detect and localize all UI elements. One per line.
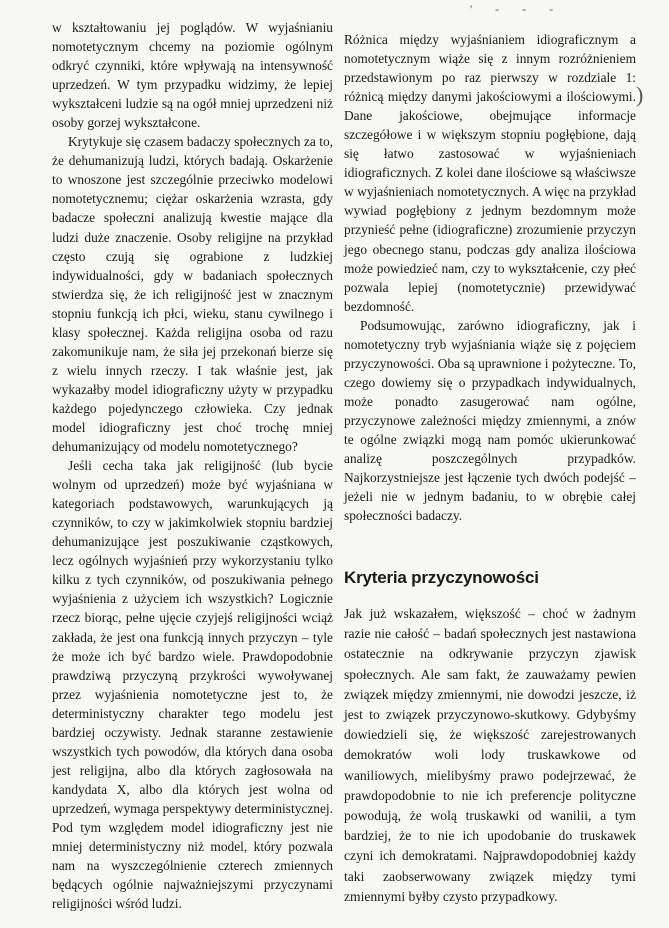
paragraph: Jeśli cecha taka jak religijność (lub bycie wolnym od uprzedzeń) może być wyjaśniana w kategoriach podstawowych, warunkujących ją czynników, to czy w jakimkolwiek stopniu bardziej dehumanizujące jest poszukiwanie cząstkowych, lecz ogólnych wyjaśnień przy wykorzystaniu tylko kilku z tych czynników, od poszukiwania pełnego wyjaśnienia z użyciem ich wszystkich? Logicznie rzecz biorąc, pełne ujęcie czyjejś religijności wciąż zakłada, że jest ona funkcją innych przyczyn – tyle że może ich być bardzo wiele. Prawdopodobnie prawdziwą przyczyną przykrości wywoływanej przez wyjaśnienia nomotetyczne jest to, że deterministyczny charakter tego modelu jest bardziej oczywisty. Jednak staranne zestawienie wszystkich tych powodów, dla których dana osoba jest religijna, albo dla których zagłosowała na kandydata X, albo dla których jest wolna od uprzedzeń, wymaga perspektywy deterministycznej. Pod tym względem model idiograficzny jest nie mniej deterministyczny niż model, który pozwala nam na wyszczególnienie czterech zmiennych będących ogólnie najważniejszymi przyczynami religijności wśród ludzi. bbox=[52, 458, 333, 912]
paragraph: Krytykuje się czasem badaczy społecznych za to, że dehumanizują ludzi, których badają. Oskarżenie to wnoszone jest szczególnie przeciwko modelowi nomotetycznemu; ciężar oskarżenia wzrasta, gdy badacze społeczni analizują kwestie mające dla ludzi duże znaczenie. Osoby religijne na przykład często czują się ograbione z ludzkiej indywidualności, gdy w badaniach społecznych stwierdza się, że ich religijność jest w znacznym stopniu funkcją ich płci, wieku, stanu cywilnego i klasy społecznej. Każda religijna osoba od razu zakomunikuje nam, że siła jej przekonań bierze się z wielu innych rzeczy. I tak właśnie jest, jak wykazałby model idiograficzny użyty w przypadku każdego pojedynczego człowieka. Czy jednak model idiograficzny jest choć trochę mniej dehumanizujący od modelu nomotetycznego? bbox=[52, 134, 333, 455]
margin-annotation-mark: ) bbox=[636, 82, 644, 107]
section-heading: Kryteria przyczynowości bbox=[344, 568, 539, 587]
paragraph: Różnica między wyjaśnianiem idiograficznym a nomotetycznym wiąże się z innym rozróżnieniem przedstawionym po raz pierwszy w rozdziale 1: różnicą między danymi jakościowymi a ilościowymi. Dane jakościowe, obejmujące informacje szczegółowe i w większym stopniu pogłębione, dają się łatwo zastosować w wyjaśnieniach idiograficznych. Z kolei dane ilościowe są właściwsze w wyjaśnieniach nomotetycznych. A więc na przykład wywiad pogłębiony z jednym bezdomnym może przynieść pełne (idiograficzne) zrozumienie przyczyn jego obecnego stanu, podczas gdy analiza ilościowa może powiedzieć nam, czy to wykształcenie, czy płeć pozwala lepiej (nomotetycznie) przewidywać bezdomność. bbox=[344, 32, 636, 314]
paragraph: Podsumowując, zarówno idiograficzny, jak i nomotetyczny tryb wyjaśniania wiąże się z pojęciem przyczynowości. Oba są uprawnione i pożyteczne. To, czego dowiemy się o przypadkach indywidualnych, może ponadto zasugerować nam ogólne, przyczynowe zależności między zmiennymi, a znów te ogólne związki mogą nam pomóc ukierunkować analizę poszczególnych przypadków. Najkorzystniejsze jest łączenie tych dwóch podejść – jeżeli nie w jednym badaniu, to w obrębie całej społeczności badaczy. bbox=[344, 317, 636, 524]
paragraph: Jak już wskazałem, większość – choć w żadnym razie nie całość – badań społecznych jest nastawiona ostatecznie na odkrywanie przyczyn zjawisk społecznych. Ale sam fakt, że zauważamy pewien związek między zmiennymi, nie dowodzi jeszcze, iż jest to związek przyczynowo-skutkowy. Gdybyśmy dowiedzieli się, że większość zarejestrowanych demokratów woli lody truskawkowe od waniliowych, mielibyśmy prawo podejrzewać, że prawdopodobnie to nie ich preferencje polityczne powodują, że wolą truskawki od wanilii, a tym bardziej, że to nie ich upodobanie do truskawek czyni ich demokratami. Najprawdopodobniej każdy taki zaobserwowany związek między tymi zmiennymi byłby czysto przypadkowy. bbox=[344, 606, 636, 904]
page-header-marks: ' - - - bbox=[470, 2, 564, 16]
left-column bbox=[52, 18, 333, 913]
section-body bbox=[344, 604, 636, 907]
paragraph: w kształtowaniu jej poglądów. W wyjaśnianiu nomotetycznym chcemy na poziomie ogólnym odkryć czynniki, które wpływają na intensywność uprzedzeń. W tym przypadku widzimy, że lepiej wykształceni ludzie są na ogół mniej uprzedzeni niż osoby gorzej wykształcone. bbox=[52, 20, 333, 131]
right-column-top bbox=[344, 30, 636, 525]
